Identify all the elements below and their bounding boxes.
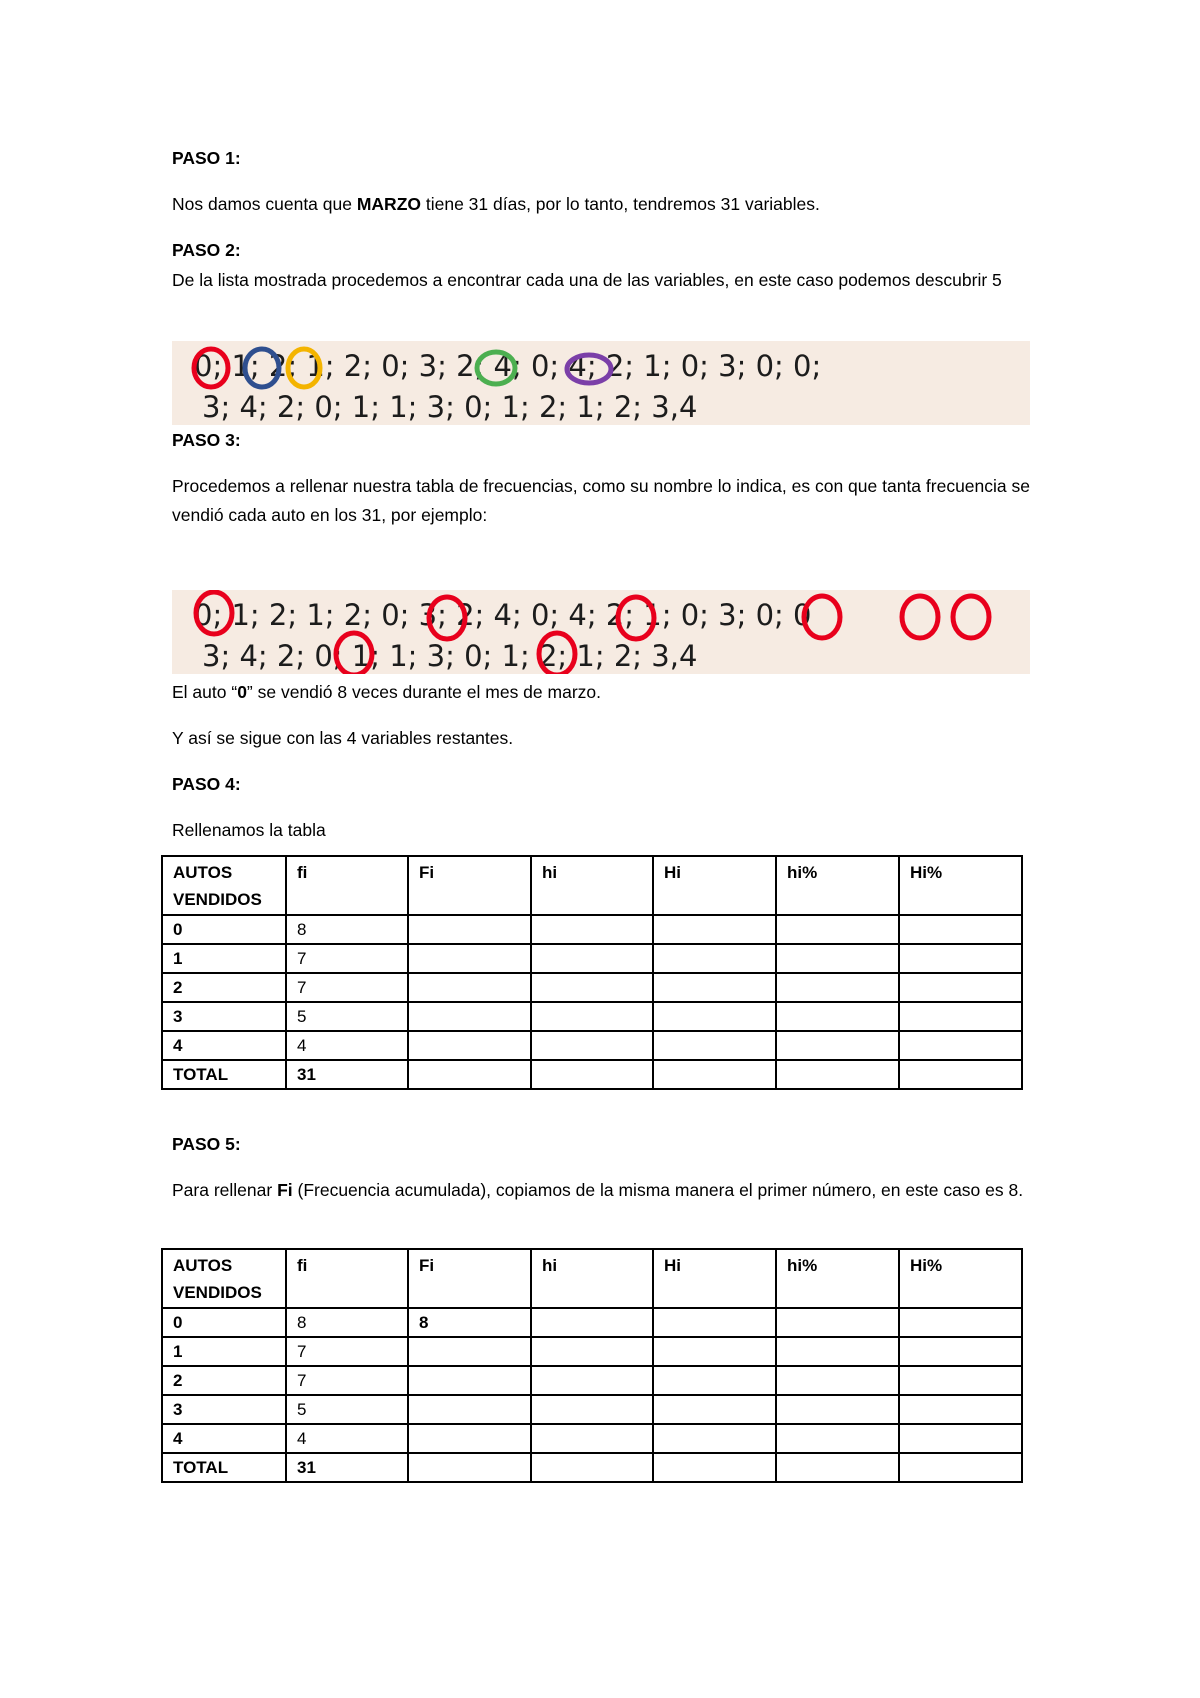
header-cell: hi% [776,856,899,915]
empty-cell [408,1337,531,1366]
empty-cell [899,1337,1022,1366]
row-label-cell: 2 [162,973,286,1002]
sequence-1-line-1: 0; 1; 2; 1; 2; 0; 3; 2; 4; 0; 4; 2; 1; 0; 3; 0; 0; [194,349,822,383]
header-cell: Hi% [899,856,1022,915]
sequence-image-1-svg [172,341,1030,425]
paso5-text-b: Fi [277,1180,293,1200]
row-label-cell: 1 [162,944,286,973]
empty-cell [776,1424,899,1453]
empty-cell [776,1060,899,1089]
sequence-image-2 [172,590,1030,674]
empty-cell [531,1308,653,1337]
note-b: 0 [237,682,247,702]
header-cell: AUTOS VENDIDOS [162,1249,286,1308]
table-row [162,944,1022,973]
empty-cell [653,1395,776,1424]
header-cell: Fi [408,856,531,915]
Fi-cell: 8 [408,1308,531,1337]
empty-cell [776,1395,899,1424]
paso1-text [172,190,1032,219]
empty-cell [776,915,899,944]
fi-cell: 4 [286,1031,408,1060]
header-cell: Hi [653,1249,776,1308]
table-row [162,1424,1022,1453]
empty-cell [776,1337,899,1366]
empty-cell [408,973,531,1002]
table-header-row [162,1249,1022,1308]
note-a: El auto “ [172,682,238,702]
paso5-text [172,1176,1032,1205]
table-header-row [162,856,1022,915]
sequence-image-2-svg [172,590,1030,674]
paso5-title: PASO 5: [172,1134,241,1154]
empty-cell [899,1366,1022,1395]
note-auto-0 [172,678,1032,707]
paso5-text-c: (Frecuencia acumulada), copiamos de la misma manera el primer número, en este caso es 8. [292,1180,1024,1200]
row-label-cell: 3 [162,1395,286,1424]
fi-cell: 5 [286,1395,408,1424]
empty-cell [653,915,776,944]
header-cell: Hi% [899,1249,1022,1308]
empty-cell [653,1002,776,1031]
frequency-table-2-body [162,1249,1022,1482]
empty-cell [408,1366,531,1395]
empty-cell [776,1308,899,1337]
empty-cell [531,1453,653,1482]
sequence-image-1 [172,341,1030,425]
row-label-cell: 4 [162,1424,286,1453]
table-row [162,915,1022,944]
table-row [162,1060,1022,1089]
frequency-table-2 [161,1248,1023,1483]
fi-cell: 7 [286,944,408,973]
sequence-2-line-2: 3; 4; 2; 0; 1; 1; 3; 0; 1; 2; 1; 2; 3,4 [202,639,698,673]
sequence-1-line-2: 3; 4; 2; 0; 1; 1; 3; 0; 1; 2; 1; 2; 3,4 [202,390,698,424]
header-cell: hi [531,856,653,915]
empty-cell [899,1002,1022,1031]
empty-cell [653,1337,776,1366]
empty-cell [531,1366,653,1395]
paso1-text-b: MARZO [356,194,421,214]
empty-cell [408,944,531,973]
paso2-text: De la lista mostrada procedemos a encontrar cada una de las variables, en este caso podemos descubrir 5 [172,270,1002,290]
empty-cell [899,1308,1022,1337]
empty-cell [408,1453,531,1482]
table-row [162,1366,1022,1395]
empty-cell [899,1395,1022,1424]
row-label-cell: TOTAL [162,1060,286,1089]
empty-cell [776,1031,899,1060]
paso5-text-a: Para rellenar [172,1180,278,1200]
empty-cell [899,1060,1022,1089]
empty-cell [531,915,653,944]
fi-cell: 7 [286,1337,408,1366]
sequence-2-line-1: 0; 1; 2; 1; 2; 0; 3; 2; 4; 0; 4; 2; 1; 0; 3; 0; 0 [194,598,812,632]
table-row [162,1002,1022,1031]
empty-cell [531,1424,653,1453]
row-label-cell: 3 [162,1002,286,1031]
empty-cell [776,973,899,1002]
fi-cell: 8 [286,1308,408,1337]
empty-cell [899,915,1022,944]
header-cell: fi [286,856,408,915]
fi-cell: 31 [286,1453,408,1482]
header-cell: hi% [776,1249,899,1308]
empty-cell [531,1060,653,1089]
table-row [162,973,1022,1002]
empty-cell [776,1002,899,1031]
row-label-cell: 1 [162,1337,286,1366]
paso2-title: PASO 2: [172,240,241,260]
fi-cell: 7 [286,1366,408,1395]
table-row [162,1453,1022,1482]
empty-cell [531,1002,653,1031]
empty-cell [776,944,899,973]
empty-cell [408,915,531,944]
paso4-title: PASO 4: [172,774,241,794]
paso1-title: PASO 1: [172,148,241,168]
fi-cell: 8 [286,915,408,944]
empty-cell [776,1366,899,1395]
empty-cell [531,944,653,973]
empty-cell [408,1031,531,1060]
row-label-cell: 0 [162,915,286,944]
row-label-cell: 0 [162,1308,286,1337]
header-cell: hi [531,1249,653,1308]
empty-cell [531,1395,653,1424]
empty-cell [653,944,776,973]
empty-cell [408,1002,531,1031]
empty-cell [653,1424,776,1453]
empty-cell [899,1031,1022,1060]
empty-cell [899,944,1022,973]
paso3-title: PASO 3: [172,430,241,450]
paso4-text: Rellenamos la tabla [172,820,326,840]
fi-cell: 7 [286,973,408,1002]
table-row [162,1337,1022,1366]
empty-cell [776,1453,899,1482]
row-label-cell: 4 [162,1031,286,1060]
paso1-text-a: Nos damos cuenta que [172,194,357,214]
header-cell: Fi [408,1249,531,1308]
header-cell: fi [286,1249,408,1308]
row-label-cell: 2 [162,1366,286,1395]
empty-cell [408,1060,531,1089]
zero-circle [953,596,989,638]
note-remaining: Y así se sigue con las 4 variables restantes. [172,728,514,748]
empty-cell [653,1453,776,1482]
header-cell: Hi [653,856,776,915]
empty-cell [899,1453,1022,1482]
table-row [162,1308,1022,1337]
empty-cell [653,1366,776,1395]
table-row [162,1395,1022,1424]
empty-cell [653,1060,776,1089]
row-label-cell: TOTAL [162,1453,286,1482]
paso1-text-c: tiene 31 días, por lo tanto, tendremos 31 variables. [421,194,820,214]
empty-cell [531,973,653,1002]
paso3-text: Procedemos a rellenar nuestra tabla de frecuencias, como su nombre lo indica, es con que tanta frecuencia se vendió cada auto en los 31, por ejemplo: [172,476,1030,525]
empty-cell [899,1424,1022,1453]
zero-circle [902,596,938,638]
empty-cell [899,973,1022,1002]
fi-cell: 5 [286,1002,408,1031]
note-c: ” se vendió 8 veces durante el mes de marzo. [246,682,601,702]
fi-cell: 4 [286,1424,408,1453]
empty-cell [653,973,776,1002]
fi-cell: 31 [286,1060,408,1089]
empty-cell [531,1337,653,1366]
empty-cell [531,1031,653,1060]
table-row [162,1031,1022,1060]
empty-cell [653,1031,776,1060]
frequency-table-1-body [162,856,1022,1089]
header-cell: AUTOS VENDIDOS [162,856,286,915]
empty-cell [408,1424,531,1453]
empty-cell [408,1395,531,1424]
frequency-table-1 [161,855,1023,1090]
empty-cell [653,1308,776,1337]
